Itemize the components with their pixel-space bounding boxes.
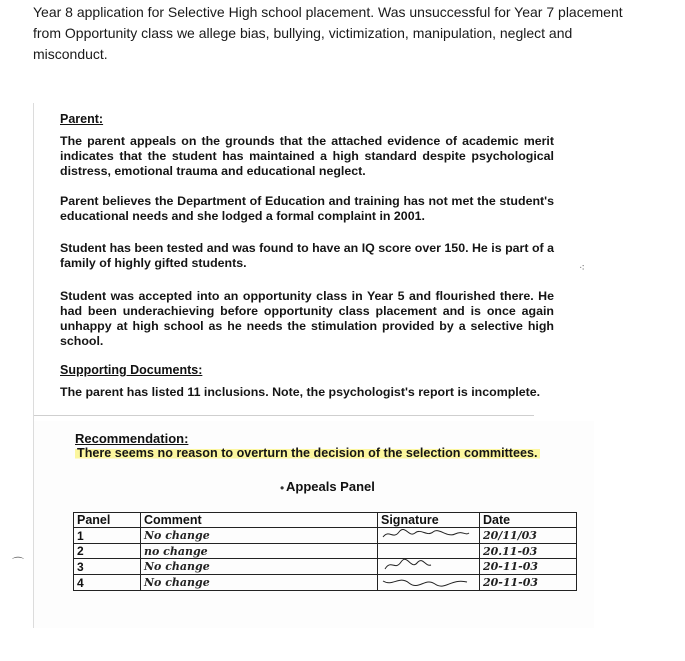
- scanned-document: [12, 103, 594, 628]
- signature-cell: [378, 575, 480, 591]
- scan-speck: ⁖: [579, 263, 585, 274]
- header-comment: Comment: [141, 513, 378, 528]
- table-header-row: [74, 513, 577, 528]
- table-row: [74, 528, 577, 544]
- signature-cell: [378, 528, 480, 544]
- signature-cell: [378, 544, 480, 559]
- date-cell: 20-11-03: [480, 559, 577, 575]
- comment-cell: No change: [141, 559, 378, 575]
- header-signature: Signature: [378, 513, 480, 528]
- paragraph-department: Parent believes the Department of Education and training has not met the student's educational needs and she lodged a formal complaint in 2001.: [60, 194, 554, 223]
- appeals-panel-table: [73, 512, 577, 591]
- table-row: [74, 559, 577, 575]
- paragraph-grounds: The parent appeals on the grounds that the attached evidence of academic merit indicates that the student has maintained a high standard despite psychological distress, emotional trauma and educational neglect.: [60, 134, 554, 178]
- appeals-panel-title: Appeals Panel: [286, 479, 375, 494]
- supporting-documents-text: The parent has listed 11 inclusions. Note, the psychologist's report is incomplete.: [60, 385, 541, 399]
- table-row: [74, 544, 577, 559]
- recommendation-heading: Recommendation:: [75, 431, 189, 446]
- signature-scribble: [381, 575, 471, 587]
- side-mark: ⌒: [12, 556, 25, 570]
- bullet-mark: •: [280, 481, 285, 495]
- panel-number: 1: [74, 528, 141, 544]
- table-row: [74, 575, 577, 591]
- comment-cell: No change: [141, 528, 378, 544]
- recommendation-text: There seems no reason to overturn the decision of the selection committees.: [77, 446, 538, 460]
- supporting-documents-heading: Supporting Documents:: [60, 363, 203, 377]
- panel-number: 3: [74, 559, 141, 575]
- header-date: Date: [480, 513, 577, 528]
- parent-heading: Parent:: [60, 112, 104, 126]
- date-cell: 20.11-03: [480, 544, 577, 559]
- section-divider: [34, 415, 534, 416]
- date-cell: 20-11-03: [480, 575, 577, 591]
- panel-number: 4: [74, 575, 141, 591]
- comment-cell: no change: [141, 544, 378, 559]
- panel-number: 2: [74, 544, 141, 559]
- signature-cell: [378, 559, 480, 575]
- comment-cell: No change: [141, 575, 378, 591]
- intro-text: Year 8 application for Selective High school placement. Was unsuccessful for Year 7 placement from Opportunity class we allege bias, bullying, victimization, manipulation, neglect and misconduct.: [33, 4, 623, 62]
- date-cell: 20/11/03: [480, 528, 577, 544]
- paragraph-opportunity-class: Student was accepted into an opportunity class in Year 5 and flourished there. He had been underachieving before opportunity class placement and is once again unhappy at high school as he needs the stimulation provided by a selective high school.: [60, 289, 554, 348]
- signature-scribble: [381, 528, 471, 540]
- header-panel: Panel: [74, 513, 141, 528]
- paragraph-iq: Student has been tested and was found to have an IQ score over 150. He is part of a family of highly gifted students.: [60, 241, 554, 270]
- signature-scribble: [381, 559, 471, 571]
